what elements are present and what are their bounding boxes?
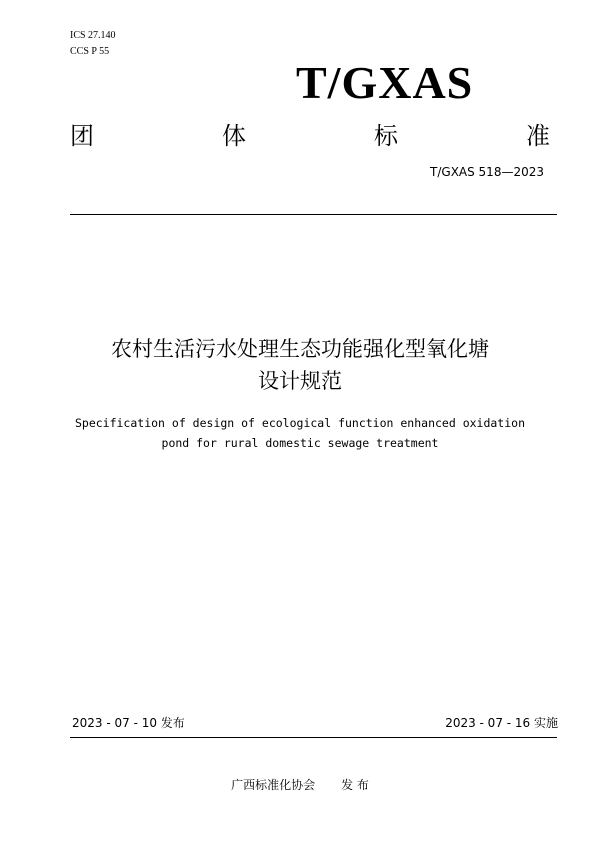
classification-codes — [70, 28, 116, 60]
standard-number: T/GXAS 518—2023 — [430, 165, 544, 179]
standard-kind-char: 团 — [70, 122, 94, 150]
english-title-line: Specification of design of ecological function enhanced oxidation — [74, 416, 526, 430]
ccs-code: CCS P 55 — [70, 46, 110, 57]
english-title-line: pond for rural domestic sewage treatment — [161, 436, 439, 450]
chinese-title-line: 农村生活污水处理生态功能强化型氧化塘 — [111, 337, 489, 361]
issuer-name: 广西标准化协会 — [231, 778, 316, 792]
standard-kind — [70, 116, 550, 151]
standard-brand: T/GXAS — [296, 57, 474, 108]
chinese-title-line: 设计规范 — [258, 369, 342, 393]
issuer-line — [0, 776, 600, 793]
chinese-title — [0, 333, 600, 397]
implement-date: 2023 - 07 - 16 实施 — [445, 716, 558, 730]
standard-kind-char: 体 — [222, 122, 246, 150]
footer-divider — [70, 737, 557, 738]
ics-code: ICS 27.140 — [70, 30, 116, 41]
header-divider — [70, 214, 557, 215]
standard-kind-char: 准 — [526, 122, 550, 150]
english-title — [0, 413, 600, 453]
standard-kind-char: 标 — [374, 122, 398, 150]
issue-label: 发 布 — [341, 778, 369, 792]
publish-date: 2023 - 07 - 10 发布 — [72, 716, 185, 730]
